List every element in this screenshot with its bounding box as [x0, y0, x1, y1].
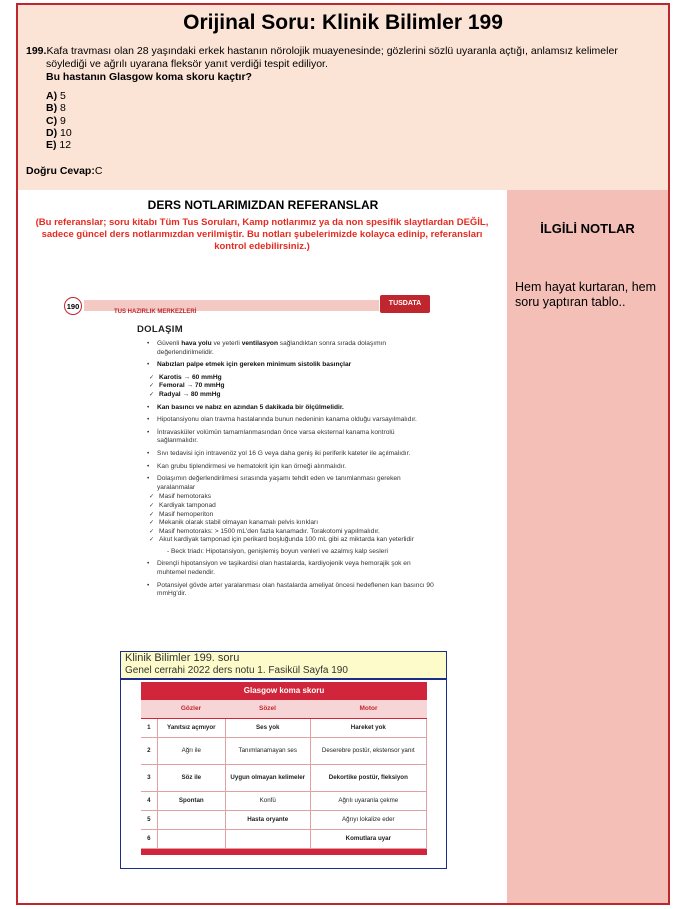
- table-row: [141, 765, 427, 792]
- list-item: • Dirençli hipotansiyon ve taşikardisi olan hastalarda, kardiyojenik veya hemorajik şok en muhtemel nedendir.: [147, 560, 437, 577]
- header-cell: Gözler: [180, 705, 202, 712]
- list-item: • İntravasküler volümün tamamlanmasından önce varsa eksternal kanama kontrolü sağlanmalıdır.: [147, 429, 437, 446]
- table-cell: Konfü: [226, 792, 311, 810]
- header-cell: Motor: [359, 705, 378, 712]
- option-e: E) 12: [46, 139, 72, 152]
- list-item: • Kan basıncı ve nabız en azından 5 dakikada bir ölçülmelidir.: [147, 404, 437, 413]
- table-cell: 6: [141, 830, 158, 848]
- injury-item: ✓ Mekanik olarak stabil olmayan kanamalı pelvis kırıkları: [149, 519, 437, 528]
- glasgow-table-box: [120, 679, 447, 869]
- question-line2: söylediği ve ağrılı uyarana fleksör yanıt verdiği tespit ediliyor.: [46, 58, 328, 70]
- pulse-item: ✓ Radyal → 80 mmHg: [149, 391, 437, 400]
- table-cell: 4: [141, 792, 158, 810]
- table-cell: Uygun olmayan kelimeler: [226, 765, 311, 791]
- table-row: [141, 811, 427, 830]
- question-ask: Bu hastanın Glasgow koma skoru kaçtır?: [46, 71, 252, 83]
- question-line1: Kafa travması olan 28 yaşındaki erkek hastanın nörolojik muayenesinde; gözlerini sözlü uyaranla açtığı, anlamsız kelimeler: [46, 45, 618, 57]
- option-c: C) 9: [46, 114, 66, 127]
- table-cell: Hasta oryante: [226, 811, 311, 829]
- table-cell: Yanıtsız açmıyor: [158, 719, 226, 737]
- correct-answer: Doğru Cevap:C: [26, 165, 103, 177]
- page-title: Orijinal Soru: Klinik Bilimler 199: [183, 11, 503, 34]
- injury-item: ✓ Masif hemotoraks: [149, 493, 437, 502]
- table-cell: Ses yok: [226, 719, 311, 737]
- glasgow-table: [141, 682, 427, 860]
- source-label-line1: Klinik Bilimler 199. soru: [125, 652, 240, 664]
- list-item: • Sıvı tedavisi için intravenöz yol 16 G veya daha geniş iki periferik kateter ile açılmalıdır.: [147, 450, 437, 459]
- question-panel: [18, 5, 668, 190]
- option-a: A) 5: [46, 90, 66, 102]
- references-warning: (Bu referanslar; soru kitabı Tüm Tus Soruları, Kamp notlarımız ya da non spesifik slaytlardan DEĞİL, sadece güncel ders notlarımızdan verilmiştir. Bu notları şubelerimizde kolayca edinip, referansları kontrol edebilirsiniz.): [35, 217, 489, 252]
- injury-item: ✓ Akut kardiyak tamponad için perikard boşluğunda 100 mL gibi az miktarda kan yeterlidir: [149, 536, 437, 545]
- list-item: • Nabızları palpe etmek için gereken minimum sistolik basınçlar: [147, 361, 437, 370]
- question-text: [26, 45, 656, 84]
- table-cell: 5: [141, 811, 158, 829]
- header-cell: [141, 700, 157, 718]
- list-item: • Güvenli hava yolu ve yeterli ventilasyon sağlandıktan sonra sırada dolaşımın değerlendirilmelidir.: [147, 340, 437, 357]
- table-cell: [158, 811, 226, 829]
- section-title: DOLAŞIM: [137, 324, 183, 335]
- table-cell: Spontan: [158, 792, 226, 810]
- injury-item: ✓ Kardiyak tamponad: [149, 502, 437, 511]
- book-page-excerpt: [62, 290, 442, 655]
- table-cell: 2: [141, 738, 158, 764]
- table-cell: Tanımlanamayan ses: [226, 738, 311, 764]
- table-cell: 1: [141, 719, 158, 737]
- tusdata-logo: TUSDATA: [380, 295, 430, 313]
- book-header-bar: [84, 300, 379, 315]
- pulse-item: ✓ Femoral → 70 mmHg: [149, 382, 437, 391]
- book-page-number: 190: [64, 297, 82, 315]
- notes-list: [147, 340, 437, 603]
- table-row: [141, 738, 427, 765]
- table-cell: Ağrılı uyaranla çekme: [311, 792, 427, 810]
- related-notes-text: Hem hayat kurtaran, hem soru yaptıran tablo..: [515, 280, 657, 309]
- options-list: [46, 90, 72, 151]
- question-number: 199.: [26, 45, 47, 57]
- related-notes-title: İLGİLİ NOTLAR: [540, 221, 635, 236]
- related-notes-panel: [507, 190, 668, 903]
- table-cell: 3: [141, 765, 158, 791]
- table-row: [141, 719, 427, 738]
- source-label: [120, 651, 447, 679]
- glasgow-table-title: Glasgow koma skoru: [141, 682, 427, 700]
- table-row: [141, 830, 427, 849]
- source-label-line2: Genel cerrahi 2022 ders notu 1. Fasikül Sayfa 190: [125, 665, 348, 676]
- table-cell: Ağrı ile: [158, 738, 226, 764]
- list-item: • Potansiyel gövde arter yaralanması olan hastalarda ameliyat öncesi hedeflenen kan basıncı 90 mmHg'dir.: [147, 582, 437, 599]
- table-cell: [158, 830, 226, 848]
- table-cell: Komutlara uyar: [311, 830, 427, 848]
- table-bottom-bar: [141, 849, 427, 855]
- pulse-item: ✓ Karotis → 60 mmHg: [149, 374, 437, 383]
- list-item: • Dolaşımın değerlendirilmesi sırasında yaşamı tehdit eden ve tanımlanması gereken yaralanmalar: [147, 475, 437, 492]
- injury-item: ✓ Masif hemotoraks: > 1500 mL'den fazla kanamadır. Torakotomi yapılmalıdır.: [149, 528, 437, 537]
- option-d: D) 10: [46, 126, 72, 139]
- table-cell: Deserebre postür, ekstensor yanıt: [311, 738, 427, 764]
- option-b: B) 8: [46, 102, 66, 115]
- table-cell: Hareket yok: [311, 719, 427, 737]
- list-item: • Hipotansiyonu olan travma hastalarında bunun nedeninin kanama olduğu varsayılmalıdır.: [147, 416, 437, 425]
- table-row: [141, 792, 427, 811]
- injury-item: ✓ Masif hemoperiton: [149, 511, 437, 520]
- references-heading: DERS NOTLARIMIZDAN REFERANSLAR: [147, 198, 379, 212]
- header-cell: Sözel: [259, 705, 276, 712]
- glasgow-table-header: [141, 700, 427, 719]
- list-item: • Kan grubu tiplendirmesi ve hematokrit için kan örneği alınmalıdır.: [147, 463, 437, 472]
- table-cell: Söz ile: [158, 765, 226, 791]
- beck-triad: - Beck triadı: Hipotansiyon, genişlemiş boyun venleri ve azalmış kalp sesleri: [167, 547, 388, 555]
- table-cell: Ağrıyı lokalize eder: [311, 811, 427, 829]
- book-header-text: TUS HAZIRLIK MERKEZLERİ: [114, 309, 197, 315]
- table-cell: [226, 830, 311, 848]
- table-cell: Dekortike postür, fleksiyon: [311, 765, 427, 791]
